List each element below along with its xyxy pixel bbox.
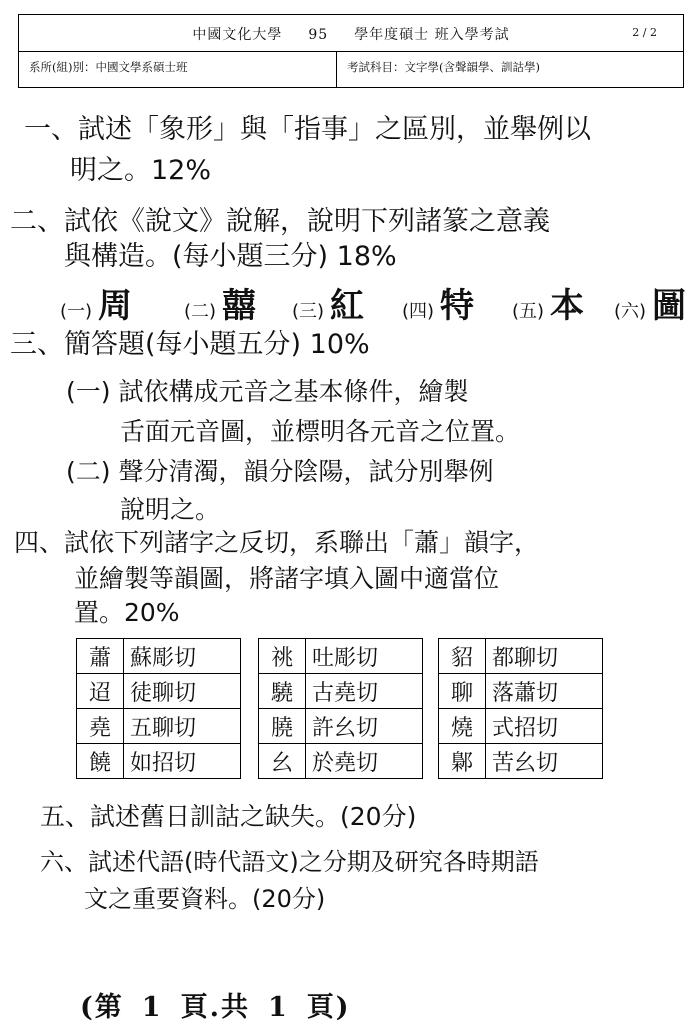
department-value: 中國文學系碩士班 [95, 60, 188, 74]
fanqie-spelling: 式招切 [486, 709, 603, 744]
seal-character: 特 [440, 286, 475, 326]
seal-character: 囍 [222, 286, 257, 326]
seal-item-5: (五) 本 [512, 286, 585, 326]
table-row [259, 674, 423, 709]
subject-value: 文字學(含聲韻學、訓詁學) [404, 60, 540, 74]
exam-title [19, 24, 683, 44]
question-6-line-1: 六、試述代語(時代語文)之分期及研究各時期語 [40, 848, 539, 876]
academic-year: 95 [308, 27, 329, 43]
header-divider [336, 52, 337, 87]
table-row [439, 744, 603, 779]
exam-header [18, 14, 684, 88]
fanqie-spelling: 五聊切 [124, 709, 241, 744]
question-4-line-2: 並繪製等韻圖，將諸字填入圖中適當位 [74, 564, 500, 593]
rhyme-character: 饒 [77, 744, 124, 779]
department-label: 系所(組)別： [29, 60, 96, 74]
school-name: 中國文化大學 [192, 27, 283, 43]
seal-character: 紅 [330, 286, 365, 326]
fanqie-spelling: 古堯切 [306, 674, 423, 709]
question-3-sub-1-line-1: (一) 試依構成元音之基本條件，繪製 [66, 377, 469, 406]
seal-item-3: (三) 紅 [292, 286, 365, 326]
fanqie-table-1 [76, 638, 241, 779]
rhyme-character: 膮 [259, 709, 306, 744]
table-row [259, 639, 423, 674]
fanqie-spelling: 苦幺切 [486, 744, 603, 779]
rhyme-character: 聊 [439, 674, 486, 709]
rhyme-character: 貂 [439, 639, 486, 674]
rhyme-character: 蕭 [77, 639, 124, 674]
fanqie-spelling: 落蕭切 [486, 674, 603, 709]
table-row [77, 744, 241, 779]
rhyme-character: 祧 [259, 639, 306, 674]
table-row [259, 744, 423, 779]
question-3-sub-2-line-1: (二) 聲分清濁，韻分陰陽，試分別舉例 [66, 457, 494, 486]
fanqie-table-3 [438, 638, 603, 779]
question-3-sub-2-line-2: 說明之。 [120, 495, 221, 524]
question-3-line-1: 三、簡答題(每小題五分) 10% [10, 329, 370, 360]
table-row [77, 709, 241, 744]
current-page: 1 [141, 992, 163, 1023]
question-4-line-3: 置。20% [74, 598, 180, 627]
fanqie-spelling: 如招切 [124, 744, 241, 779]
table-row [77, 674, 241, 709]
question-2-line-2: 與構造。(每小題三分) 18% [64, 241, 397, 272]
question-1-line-1: 一、試述「象形」與「指事」之區別，並舉例以 [24, 114, 591, 145]
seal-character: 周 [98, 286, 133, 326]
rhyme-character: 鄡 [439, 744, 486, 779]
page-footer: (第 1 頁.共 1 頁) [80, 992, 351, 1023]
question-4-line-1: 四、試依下列諸字之反切，系聯出「蕭」韻字， [14, 528, 540, 557]
rhyme-character: 迢 [77, 674, 124, 709]
seal-item-2: (二) 囍 [184, 286, 257, 326]
subject-label: 考試科目： [347, 60, 405, 74]
exam-name: 學年度碩士 班入學考試 [354, 27, 510, 43]
question-2-line-1: 二、試依《說文》說解，說明下列諸篆之意義 [10, 206, 550, 237]
question-6-line-2: 文之重要資料。(20分) [84, 885, 326, 913]
fanqie-spelling: 吐彫切 [306, 639, 423, 674]
question-1-line-2: 明之。12% [70, 155, 212, 186]
fanqie-table-2 [258, 638, 423, 779]
seal-item-4: (四) 特 [402, 286, 475, 326]
fanqie-spelling: 許幺切 [306, 709, 423, 744]
table-row [77, 639, 241, 674]
question-3-sub-1-line-2: 舌面元音圖，並標明各元音之位置。 [120, 417, 521, 446]
seal-item-1: (一) 周 [60, 286, 133, 326]
rhyme-character: 燒 [439, 709, 486, 744]
rhyme-character: 幺 [259, 744, 306, 779]
fanqie-spelling: 蘇彫切 [124, 639, 241, 674]
seal-item-6: (六) 圖 [614, 286, 687, 326]
table-row [439, 674, 603, 709]
question-5-line-1: 五、試述舊日訓詁之缺失。(20分) [40, 802, 417, 831]
fanqie-spelling: 徒聊切 [124, 674, 241, 709]
seal-character: 圖 [652, 286, 687, 326]
page-indicator: 2 / 2 [632, 26, 657, 39]
rhyme-character: 驍 [259, 674, 306, 709]
table-row [439, 709, 603, 744]
table-row [439, 639, 603, 674]
table-row [259, 709, 423, 744]
department-cell [29, 59, 187, 75]
fanqie-spelling: 都聊切 [486, 639, 603, 674]
header-title-row [19, 15, 683, 52]
rhyme-character: 堯 [77, 709, 124, 744]
fanqie-spelling: 於堯切 [306, 744, 423, 779]
seal-character: 本 [550, 286, 585, 326]
seal-characters-list [60, 278, 690, 326]
total-pages: 1 [267, 992, 289, 1023]
subject-cell [347, 59, 540, 75]
